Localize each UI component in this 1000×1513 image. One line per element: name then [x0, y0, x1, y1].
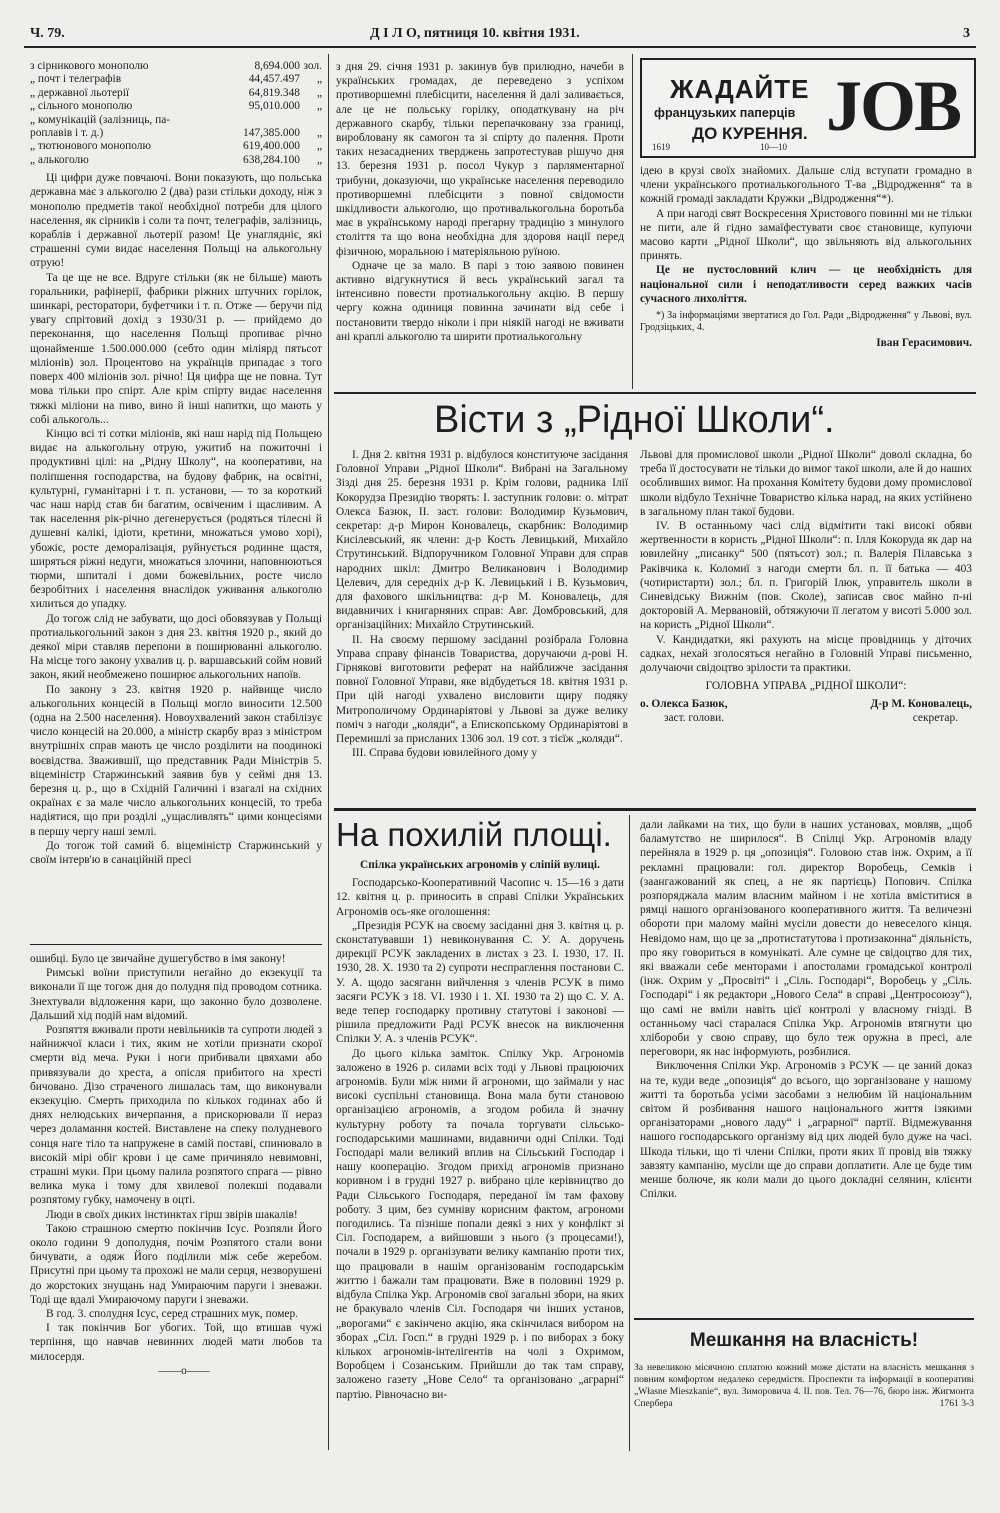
signature-name: Д-р М. Коновалець, — [870, 698, 972, 711]
revenue-unit: „ — [316, 73, 322, 86]
paragraph: Та це ще не все. Вдруге стільки (як не більше) мають горальники, рафінерії, фабрики ріжних штучних горілок, шинкарі, ресторатори, буфетчики і т. п. Отже — беручи під увагу спрітовий дохід з 1930/31 р. — прийдемо до переконання, що населення Польщі пропиває річно щонайменше 1.500.000.000 (себто один міліярд пятьсот міліонів) зол. Процентово на українців припадає з того поверх 400 міліонів зол. річно! Ця цифра ще не повна. Тут мова тільки про спірт. Але крім спірту видає населення тяжкі міліони на пиво, вино й інші напитки, що мають у собі алькоголь... — [30, 271, 322, 426]
revenue-label: з сірникового монополю — [30, 60, 149, 72]
ad-code: 10—10 — [760, 142, 787, 152]
paragraph: Римські воїни приступили негайно до екзекуції та виконали її ще тогож дня до полудня під проводом сотника. Знехтували відложення кари, що законно було дозволене. Дальший хід подій нам відомий. — [30, 967, 322, 1022]
signature-role: заст. голови. — [664, 712, 725, 725]
section-rule — [334, 392, 976, 394]
revenue-row — [30, 114, 322, 127]
job-paper-advertisement — [640, 58, 976, 158]
paragraph: V. Кандидатки, які рахують на місце провідниць у діточих садках, нехай зголосяться негайно в Головній Управі письменно, долучаючи свідоцтво зрілости та практики. — [640, 633, 972, 675]
revenue-label: „ тютюнового монополю — [30, 140, 151, 153]
revenue-label: „ державної льотерії — [30, 86, 130, 99]
ad-subline: ДО КУРЕННЯ. — [692, 124, 808, 143]
paragraph: з дня 29. січня 1931 р. закинув був прилюдно, начеби в українських громадах, де переведено з успіхом противоршемні плебісцити, населення й далі заливається, але це не польську горілку, оподаткувану на річ державного скарбу, тільки перепачковану зза границі, виробловану як самогон та зі спірту до палення. Проти таких незасаднених тверджень запротестував рішучо дня 13. березня 1931 р. посол Чукур з парляментарної трибуни, доказуючи, що українське населення переводило противоршемні плебісцити з повної свідомости шкідливости алькоголю, що противалькогольна боротьба має в українському народі прегарну традицію з минулого століття та що вона необхідна для здоровя нації перед фізичною, моральною і матеріяльною руїною. — [336, 61, 624, 258]
header-rule — [24, 46, 976, 48]
paragraph: В год. 3. сполудня Ісус, серед страшних мук, помер. — [46, 1308, 298, 1321]
signature-name: о. Олекса Базюк, — [640, 698, 728, 711]
revenue-value: 147,385.000 — [243, 127, 300, 140]
column-2-top — [336, 60, 624, 382]
revenue-unit: „ — [316, 86, 322, 99]
paragraph: „Президія РСУК на своєму засіданні дня 3. квітня ц. р. сконстатувавши 1) невиконування С. У. А. доручень дирекції РСУК закладених в листах з 23. І. 1930, 17. ІІ. 1930, 28. Х. 1930 та 2) супроти неспраглення постанови С. У. А. щодо засяганн вийчлення з членів РСУК в пимо засяги РСУК з 18. VІ. 1930 і 1. ХІ. 1930 та 2) що С. У. А. веде тепер господарку противну статутові і законові — рішила предложити Раді РСУК внесок на виключення Спілки У. А. з членів РСУК“. — [336, 919, 624, 1046]
revenue-unit: „ — [316, 100, 322, 113]
paragraph: І так покінчив Бог убогих. Той, що втишав чужі терпіння, що навчав невинних людей мати любов та милосердя. — [30, 1322, 322, 1363]
school-news-left — [336, 448, 628, 798]
revenue-value: 619,400.000 — [243, 140, 300, 153]
paragraph: ідею в крузі своїх знайомих. Дальше слід вступати громадно в члени українського протиалькогольного Т-ва „Відродження“ та в кожній громаді закладати Кружки „Відродження“*). — [640, 165, 972, 206]
revenue-row — [30, 60, 322, 73]
revenue-table — [30, 60, 322, 167]
revenue-row — [30, 73, 322, 86]
column-divider — [328, 54, 329, 1450]
paragraph: IV. В останньому часі слід відмітити такі високі обяви жертвенности в користь „Рідної Школи“: п. Ілля Кокоруда як дар на ювилейну „писанку“ 500 (пятьсот) зол.; п. Валерія Пілавська з Раківчика к. Коломиї з нагоди смерти бл. п. її батька — 403 (чотиристарти) зол.; бл. п. Григорій Ілюк, управитель школи в Синевідську Вижнім (пов. Сколе), записав своє майно п-ні докторовій А. Мервановій, обтяжуючи її легатом у висоті 5.000 зол. на користь „Рідної Школи“. — [640, 520, 972, 632]
dateline: Д І Л О, пятниця 10. квітня 1931. — [370, 26, 580, 41]
column-1-bottom — [30, 952, 322, 1450]
slope-article-title: На похилій площі. — [336, 816, 612, 853]
paragraph: Такою страшною смертю покінчив Ісус. Розпяли Його около години 9 дополудня, почім Розпятого стали вони бичувати, а одяж Його поділили між себе жеребом. Присутні при цьому та прохожі не мали серця, незворушені до жорстоких знущань над Умираючим паруги і зневажи. Тоді ще вдалі Умираючому паруги і зневажи. — [30, 1222, 322, 1306]
revenue-unit: „ — [316, 153, 322, 166]
footnote: *) За інформаціями звертатися до Гол. Ради „Відродження“ у Львові, вул. Гродзіцьких, 4. — [640, 310, 972, 334]
ad-code: 1619 — [652, 142, 670, 152]
paragraph: Розпяття вживали проти невільників та супроти людей з найнижчої класи і тих, яким не хотіли признати скорої смерти від меча. Руки і ноги прибивали цвяхами або привязували до хреста, а опісля прибитого на хресті бичовано. Дізо страченого лишалась там, що виконували екзекуцію. Смерть приходила по кількох годинах або й днях нелюдських вичерпання, а прискорювали її нераз через доламання костей. Виставлене на спеку полудневого сонця наге тіло та напружене в самій поставі, спинювало в високій мірі обіг крови і це саме причиняло невимовні, страшні муки. При цьому палила розпятого спрага — рівно велика мука і тому для хвилевої полекші подавали розпятому губку, намочену в оцті. — [30, 1024, 322, 1207]
revenue-label: „ алькоголю — [30, 153, 89, 166]
paragraph: ІІ. На своєму першому засіданні розібрала Головна Управа справу фінансів Товариства, доручаючи д-рові Н. Гірнякові виготовити реферат на найближче засідання повної Головної Управи, яке відбудеться 18. квітня 1931 р. При цій нагоді ухвалено висловити щиру подяку Митрополичому Ординаріятові у Львові за дуже велику поміч з нагоди „коляди“, а Епископському Ординаріятові в Перемишлі за присланих 1306 зол. 19 сот. з тієїж „коляди“. — [336, 633, 628, 746]
revenue-unit: „ — [316, 140, 322, 153]
paragraph: І. Дня 2. квітня 1931 р. відбулося конституюче засідання Головної Управи „Рідної Школи“. Вибрані на Загальному Зізді дня 25. березня 1931 р. Крім голови, радника Ілії Кокорудза Президію творять: І. заступник голови: о. мітрат Олекса Базюк, ІІ. заст. голови: Володимир Кузьмович, секретар: д-р Мирон Коновалець, скарбник: Володимир Кисілевський, як члени: д-р Кость Левицький, Михайло Струтинський. Відпоручником Головної Управи для справ народних шкіл: Дмитро Великанович і Володимир Целевич, для середніх д-р К. Левицький і В. Кузьмович, для фахового шкільництва: д-р М. Коновалець, для видавничих і книгарняних справ: Авг. Домбровський, для організаційних: Михайло Струтинський. — [336, 449, 628, 632]
revenue-row — [30, 87, 322, 100]
paragraph: Львові для промислової школи „Рідної Школи“ доволі складна, бо треба її достосувати не тільки до вимог такої школи, але й до наших особливших вимог. На прохання Комітету будови дому промислової школи відбуло Технічне Товариство кілька нарад, на яких устійнено в загальному план такої будови. — [640, 449, 972, 518]
revenue-row — [30, 127, 322, 140]
paragraph: ошибці. Було це звичайне душегубство в імя закону! — [30, 953, 286, 965]
revenue-value: 638,284.100 — [243, 153, 300, 166]
revenue-label: роплавів і т. д.) — [30, 127, 104, 140]
section-rule — [334, 808, 976, 811]
job-brand-logo: JOB — [825, 66, 960, 146]
issue-number: Ч. 79. — [30, 26, 65, 41]
revenue-unit: зол. — [303, 60, 322, 72]
revenue-value: 64,819.348 — [248, 86, 300, 99]
paragraph: А при нагоді свят Воскресення Христового повинні ми не тільки не пити, але й гідно замаїфестувати своє становище, купуючи масово карти „Рідної Школи“, що звільняють від алькогольних принять. — [640, 207, 972, 263]
paragraph: Ці цифри дуже повчаючі. Вони показують, що польська державна має з алькоголю 2 (два) рази стільки доходу, ніж з монополю предметів такої необхідної потреби для цілого населення, як сірників і соли та почт, телеграфів, залізниць, кораблів і державної льотерії разом! Це унаглядніє, які страшенні суми видає населення Польщі на алькогольну отрую! — [30, 172, 322, 270]
author-signature: Іван Герасимович. — [876, 337, 972, 350]
signature-role: секретар. — [912, 712, 958, 725]
paragraph: До тогож той самий б. віцеміністр Старжинський у своїм інтерв'ю в санаційній пресі — [30, 839, 322, 866]
revenue-value: 8,694.000 — [254, 60, 300, 72]
ad-code: 1761 3-3 — [939, 1398, 974, 1409]
paragraph: ІІІ. Справа будови ювилейного дому у — [352, 747, 538, 760]
ad-headline: ЖАДАЙТЕ — [670, 74, 810, 104]
column-rule — [30, 944, 322, 945]
revenue-value: 95,010.000 — [248, 100, 300, 113]
page-header — [30, 24, 970, 44]
paragraph: Це не пустословний клич — це необхідність для національної сили і неподатливости серед важких часів сучасного лихоліття. — [640, 264, 972, 305]
paragraph: дали лайками на тих, що були в наших установах, мовляв, „щоб баламутство не ширилося“. В Спілці Укр. Агрономів владу перейняла в 1929 р. ця „опозиція“. Головою став інж. Охрим, а її рекламні працювали: гол. директор Воробець, Семків і (заангажований як спец, а не як партієць) Попович. Спілка розпоряджала малим власним майном і не хотіла вміститися в рямці нашого організованого кооперативного життя. Та величезні обороти при малому майні мусіли довести до невеселого кінця. Невідомо нам, що це за „протистатутова і протизаконна“ діяльність, про яку говориться в комунікаті. Але сумне це свідоцтво для тих, які вважали себе менторами і апостолами громадської контролі (інж. Охрим у „Просвіті“ і „Сіль. Господарі“, Воробець у „Сіль. Господарі“ і як редактори „Нового Села“ в справі „Центросоюзу“), що самі не вміли навіть цієї контролі у власному гнізді. В останньому часі старалася Спілка Укр. Агрономів втягнути цю хлібороби у свою справу, що було теж оружна в пресі, але переговори, як нас інформують, розбилися. — [640, 819, 972, 1059]
signatures — [640, 697, 972, 727]
revenue-label: „ сільного монополю — [30, 100, 133, 113]
slope-article-right — [640, 818, 972, 1310]
subtitle: Спілка українських агрономів у сліпій вулиці. — [360, 859, 600, 871]
revenue-row — [30, 140, 322, 153]
ad-text: За невеликою місячною сплатою кожний може дістати на власність мешкання з повним комфортом недалеко середмістя. Проспекти та інформації в кооперативі „Własne Mieszkanie“, вул. Зиморовича 4. ІІ. пов. Тел. 76—76, бюро інж. Жигмонта Спербера — [634, 1362, 974, 1409]
board-name: ГОЛОВНА УПРАВА „РІДНОЇ ШКОЛИ“: — [705, 680, 907, 693]
revenue-value — [222, 114, 300, 127]
revenue-label: „ комунікацій (залізниць, па- — [30, 113, 171, 126]
revenue-unit — [300, 114, 322, 127]
revenue-value: 44,457.497 — [248, 73, 300, 86]
ornament: ——o—— — [158, 1364, 210, 1377]
paragraph: Люди в своїх диких інстинктах гірш звірів шакалів! — [46, 1208, 298, 1221]
paragraph: Кінцю всі ті сотки міліонів, які наш нарід під Польщею видає на алькогольну отрую, ужитиб на пожиточні і продуктивні цілі: на „Рідну Школу“, на кооперативи, на поліпшення господарства, на будову фабрик, на освітні, культурні, гуманітарні і т. п. установи, — то за короткий час наш нарід став би багатим, освіченим і щасливим. А так населення рік-річно дегенерується (родяться тілесні й душевні калікі, ідіоти, кретини, множаться умово хорі), убожіє, росте деморалізація, руйнується родинне щастя, ширяться ріжні недуги, множаться злочини, наповнюються тюрми, шпиталі і доми божевільних, росте число безробітних і населення внаслідок уживання алькоголю хилиться до упадку. — [30, 427, 322, 611]
apartment-advertisement — [634, 1318, 974, 1436]
column-1-top — [30, 60, 322, 938]
ad-subline: французьких паперців — [654, 106, 796, 120]
paragraph: До цього кілька заміток. Спілку Укр. Агрономів заложено в 1926 р. силами всіх тоді у Львові працюючих агрономів. Були між ними й агрономи, що займали у нас високі суспільні становища. Вона мала бути становою організацією агрономів, а згодом робила й значну культурну роботу та почала торгувати сільсько-господарськими машинами, видавничи одні Спілки. Тоді Господарі мали великий вплив на Сільський Господар і нашу кооперацію. Згодом прихід агрономів признано коривном і в грудні 1927 р. вибрано ціле керівництво до Ради Сільського Господаря, переданої їм там фахову роботу. З цим, без сумніву корисним фактом, агрономи погодились. Та пізніше попали деякі з них у конфлікт зі Сіл. Господарем, а вийшовши з нього (з процесами!), почали в 1929 р. організувати велику кампанію проти тих, що працювали в нашім організованім господарськім життю і бажали там працювати. Вже в половині 1929 р. відбула Спілка Укр. Агрономів свої загальні збори, на яких не бракувало членів Сіл. Господаря чи інших установ, „ворогами“ є закінчено акцію, яка скінчилася вибором на зборах „Сіл. Госп.“ в грудні 1929 р. і по виборах з боку кількох агрономів-інтелігентів на чолі з Охримом, Воробцем і Созанським. Прийшли до так там справу, заложено газету „Нове Село“ та організовано „аграрні“ партію. Рівночасно ви- — [336, 1047, 624, 1401]
slope-article-left — [336, 858, 624, 1450]
paragraph: Господарсько-Кооперативний Часопис ч. 15—16 з дати 12. квітня ц. р. приносить в справі Спілки Українських Агрономів ось-яке оголошення: — [336, 877, 624, 918]
revenue-row — [30, 100, 322, 113]
revenue-unit: „ — [316, 127, 322, 140]
page-number: 3 — [963, 26, 970, 41]
revenue-row — [30, 154, 322, 167]
rodna-shkola-news-title: Вісти з „Рідної Школи“. — [434, 399, 835, 441]
paragraph: До тогож слід не забувати, що досі обовязував у Польщі протиалькогольний закон з дня 23. квітня 1920 р., який до деякої міри ставляв перепони в поширюванні алькоголю. На місце того закону ухвалив ц. р. варшавський сойм новий закон, який необмежено поширює алькогольних напоїв. — [30, 612, 322, 682]
ad-title: Мешкання на власність! — [689, 1330, 919, 1351]
column-divider — [629, 815, 630, 1451]
paragraph: Одначе це за мало. В парі з тою заявою повинен активно відгукнутися й весь український загал та інтенсивно повести протиалькогольну акцію. В першу чергу кожна одиниця повинна зачинати від себе і постановити твердо ніколи і при ніякій нагоді не вживати ані краплі алькоголю та ширити протиалькогольну — [336, 259, 624, 343]
paragraph: По закону з 23. квітня 1920 р. найвище число алькогольних концесій в Польщі могло виносити 12.500 (одна на 2.500 населення). Новоухвалений закон стабілізує число концесій на 20.000, а міністр скарбу враз з міністром внутрішніх справ мають це число розділити на поодинокі воєвідства. Зважившії, що представник Ради Міністрів 5. віцеміністр Старжинський заявив був у сеймі дня 13. березня ц. р., що в Східній Галичині і взагалі на східних окраїнах є за мале число алькогольних концесій, то треба надіятися, що при розділі „ущасливлять“ цими концесіями в першу чергу наші землі. — [30, 683, 322, 838]
column-divider — [632, 54, 633, 389]
revenue-label: „ почт і телеграфів — [30, 73, 122, 86]
ad-body — [634, 1362, 974, 1410]
paragraph: Виключення Спілки Укр. Агрономів з РСУК — це заний доказ на те, куди веде „опозиція“ до всього, що зорганізоване у нашому житті та боротьба усіми засобами з нелюбим їй національним світом й розбивання нашого національного життя ізякими організаторами „нового ладу“ і „аграрної“ партії. Відмежування нашого господарського організму від цих людей було дуже на часі. Шкода тільки, що ті члени Спілки, проти яких її провід вів тяжку завзяту кампанію, мусіли ще до справи доплатити. Але це буде тим менше болюче, як коли мали до цього докладні селянин, клієнти Спілки. — [640, 1060, 972, 1201]
column-3-top — [640, 164, 972, 386]
school-news-right — [640, 448, 972, 798]
